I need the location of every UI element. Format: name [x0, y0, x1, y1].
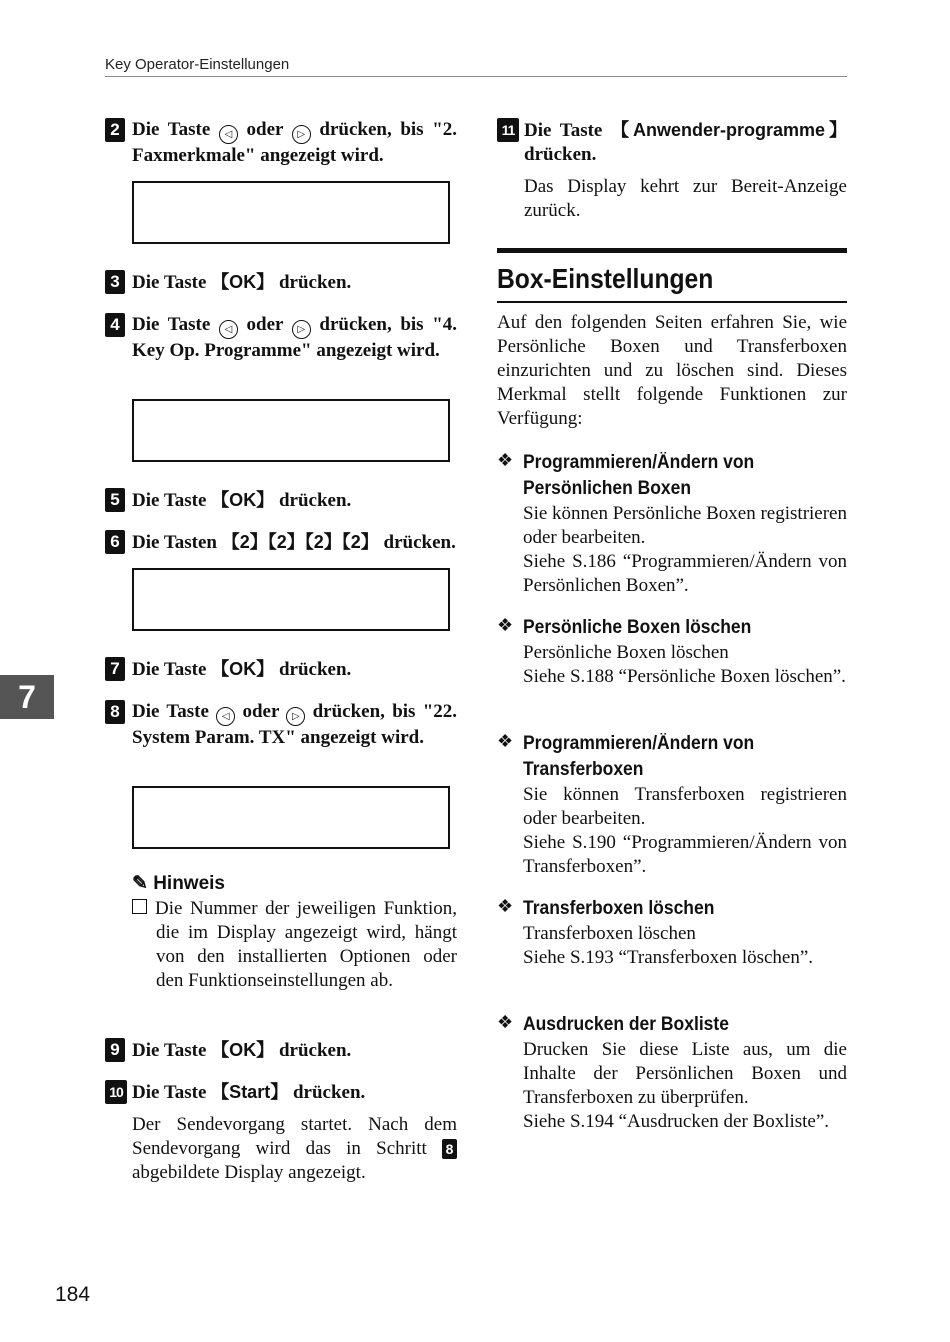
- body-text: abgebildete Display angezeigt.: [132, 1162, 366, 1183]
- step-text: Die Taste: [132, 119, 219, 140]
- chapter-tab: 7: [0, 675, 54, 719]
- section-heading: [497, 248, 847, 303]
- left-arrow-key-icon: ◁: [219, 320, 238, 339]
- step-number: 2: [105, 118, 125, 142]
- ok-key: 【OK】: [211, 272, 275, 292]
- feature-ref: Siehe S.193 “Transferboxen löschen”.: [523, 947, 814, 968]
- feature-desc: Sie können Transferboxen registrieren oder bearbeiten.: [523, 784, 847, 829]
- feature-ref: Siehe S.188 “Persönliche Boxen löschen”.: [523, 666, 846, 687]
- feature-ref: Siehe S.190 “Programmieren/Ändern von Transferboxen”.: [523, 832, 847, 877]
- step-text: Die Taste: [524, 120, 612, 141]
- feature-title: Programmieren/Ändern von Persönlichen Boxen: [523, 452, 755, 499]
- feature-desc: Persönliche Boxen löschen: [523, 642, 729, 663]
- feature-item: [497, 1012, 847, 1134]
- feature-ref: Siehe S.194 “Ausdrucken der Boxliste”.: [523, 1111, 830, 1132]
- right-arrow-key-icon: ▷: [286, 707, 305, 726]
- feature-desc: Transferboxen löschen: [523, 923, 696, 944]
- lcd-line: [136, 848, 448, 849]
- step-number: 7: [105, 657, 125, 681]
- step-text: Die Taste: [132, 1082, 212, 1103]
- feature-ref: Siehe S.186 “Programmieren/Ändern von Persönlichen Boxen”.: [523, 551, 847, 596]
- running-header: Key Operator-Einstellungen: [105, 56, 847, 77]
- step-text: drücken.: [274, 659, 352, 680]
- left-arrow-key-icon: ◁: [216, 707, 235, 726]
- feature-title: Ausdrucken der Boxliste: [523, 1014, 729, 1035]
- left-arrow-key-icon: ◁: [219, 125, 238, 144]
- feature-item: [497, 450, 847, 598]
- step-text: Die Taste: [132, 272, 212, 293]
- step-text: oder: [235, 701, 287, 722]
- feature-desc: Sie können Persönliche Boxen registrieren oder bearbeiten.: [523, 503, 847, 548]
- lcd-display-4: [132, 786, 450, 849]
- step-number: 10: [105, 1080, 127, 1104]
- step-9: [105, 1038, 457, 1063]
- step-2: [105, 118, 457, 168]
- feature-title: Programmieren/Ändern von Transferboxen: [523, 733, 755, 780]
- user-programs-key: 【Anwender-programme】: [611, 120, 847, 140]
- diamond-bullet-icon: ❖: [497, 615, 514, 636]
- diamond-bullet-icon: ❖: [497, 731, 514, 752]
- feature-title: Transferboxen löschen: [523, 898, 715, 919]
- note-text: Die Nummer der jeweiligen Funktion, die im Display angezeigt wird, hängt von den installierten Optionen oder den Funktionseinstellungen ab.: [155, 898, 457, 991]
- page-number: 184: [55, 1283, 91, 1306]
- step-text: oder: [237, 119, 292, 140]
- feature-item: [497, 896, 847, 970]
- step-number: 11: [497, 118, 519, 142]
- feature-desc: Drucken Sie diese Liste aus, um die Inhalte der Persönlichen Boxen und Transferboxen zu überprüfen.: [523, 1039, 847, 1108]
- step-text: drücken, bis "2. Faxmerkmale" angezeigt wird.: [132, 119, 457, 166]
- lcd-display-3: [132, 568, 450, 631]
- step-number: 8: [105, 700, 125, 724]
- lcd-line: [136, 243, 448, 244]
- lcd-display-1: [132, 181, 450, 244]
- step-text: drücken, bis "22. System Param. TX" angezeigt wird.: [132, 701, 457, 748]
- step-number: 3: [105, 270, 125, 294]
- body-text: Der Sendevorgang startet. Nach dem Sendevorgang wird das in Schritt: [132, 1114, 457, 1159]
- step-5: [105, 488, 457, 513]
- number-keys: 【2】【2】【2】【2】: [221, 532, 379, 552]
- right-arrow-key-icon: ▷: [292, 125, 311, 144]
- start-key: 【Start】: [211, 1082, 289, 1102]
- step-10: [105, 1080, 457, 1185]
- step-text: drücken.: [274, 1040, 352, 1061]
- step-4: [105, 313, 457, 363]
- diamond-bullet-icon: ❖: [497, 896, 514, 917]
- note-block: [132, 872, 457, 993]
- step-text: drücken.: [288, 1082, 366, 1103]
- feature-title: Persönliche Boxen löschen: [523, 617, 752, 638]
- section-title: Box-Einstellungen: [497, 263, 714, 294]
- step-7: [105, 657, 457, 682]
- step-text: Die Taste: [132, 490, 212, 511]
- right-arrow-key-icon: ▷: [292, 320, 311, 339]
- step-ref-badge: 8: [442, 1139, 457, 1159]
- step-text: drücken.: [274, 272, 352, 293]
- note-title: Hinweis: [153, 873, 226, 894]
- step-text: Die Taste: [132, 1040, 212, 1061]
- step-text: Die Taste: [132, 314, 219, 335]
- step-number: 9: [105, 1038, 125, 1062]
- step-text: Die Tasten: [132, 532, 222, 553]
- step-text: drücken.: [378, 532, 456, 553]
- feature-item: [497, 615, 847, 689]
- step-number: 4: [105, 313, 125, 337]
- step-11: [497, 118, 847, 223]
- lcd-line: [136, 461, 448, 462]
- feature-item: [497, 731, 847, 879]
- step-text: Die Taste: [132, 701, 217, 722]
- diamond-bullet-icon: ❖: [497, 450, 514, 471]
- step-text: oder: [237, 314, 292, 335]
- ok-key: 【OK】: [211, 1040, 275, 1060]
- ok-key: 【OK】: [211, 490, 275, 510]
- step-text: drücken, bis "4. Key Op. Programme" angezeigt wird.: [132, 314, 457, 361]
- step-text: drücken.: [274, 490, 352, 511]
- step-text: drücken.: [524, 144, 597, 165]
- step-text: Die Taste: [132, 659, 212, 680]
- step-3: [105, 270, 457, 295]
- step-11-body: Das Display kehrt zur Bereit-Anzeige zurück.: [524, 176, 847, 221]
- step-number: 5: [105, 488, 125, 512]
- checkbox-bullet-icon: [132, 899, 147, 914]
- intro-paragraph: Auf den folgenden Seiten erfahren Sie, wie Persönliche Boxen und Transferboxen einzurichten und zu löschen sind. Dieses Merkmal stellt folgende Funktionen zur Verfügung:: [497, 312, 847, 429]
- lcd-display-2: [132, 399, 450, 462]
- lcd-line: [136, 630, 448, 631]
- step-number: 6: [105, 530, 125, 554]
- step-6: [105, 530, 457, 555]
- step-8: [105, 700, 457, 750]
- step-10-body: [132, 1113, 457, 1185]
- ok-key: 【OK】: [211, 659, 275, 679]
- pencil-icon: ✎: [132, 873, 148, 894]
- diamond-bullet-icon: ❖: [497, 1012, 514, 1033]
